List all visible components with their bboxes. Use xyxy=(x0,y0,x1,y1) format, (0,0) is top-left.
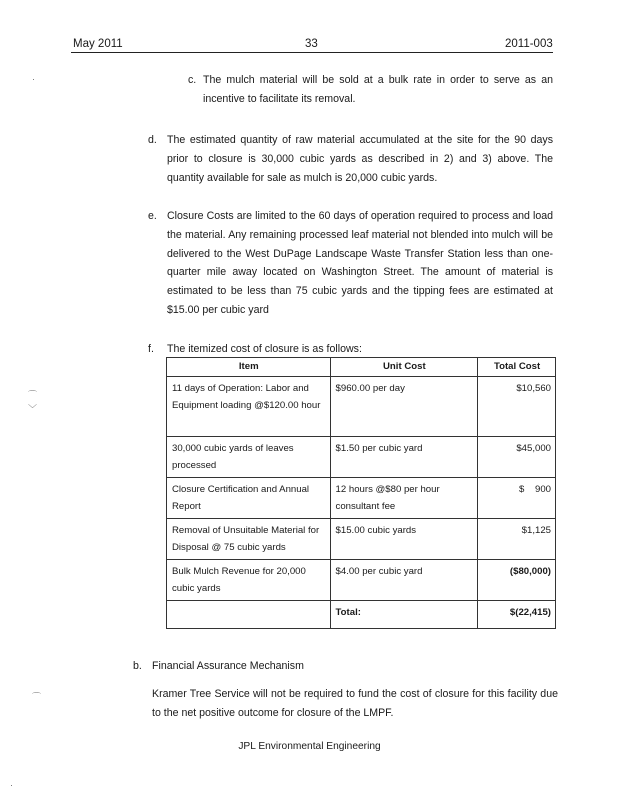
cell-item: 11 days of Operation: Labor and Equipment loading @$120.00 hour xyxy=(167,376,331,436)
table-row xyxy=(167,518,556,559)
table-row xyxy=(167,436,556,477)
total-label: Total: xyxy=(330,600,478,628)
header-date: May 2011 xyxy=(73,38,123,50)
cell-unit-cost: $4.00 per cubic yard xyxy=(330,559,478,600)
scan-speck: · xyxy=(10,780,13,790)
total-value: $(22,415) xyxy=(478,600,556,628)
closure-cost-table xyxy=(166,357,556,629)
table-row xyxy=(167,477,556,518)
column-header-total-cost: Total Cost xyxy=(478,358,556,377)
cell-item: Closure Certification and Annual Report xyxy=(167,477,331,518)
item-d-marker: d. xyxy=(148,134,157,146)
item-c-marker: c. xyxy=(188,74,197,86)
cell-item: 30,000 cubic yards of leaves processed xyxy=(167,436,331,477)
scan-speck: · xyxy=(32,74,35,84)
cell-item: Bulk Mulch Revenue for 20,000 cubic yards xyxy=(167,559,331,600)
cell-unit-cost: $15.00 cubic yards xyxy=(330,518,478,559)
header-rule xyxy=(71,52,553,53)
cell-total-cost: $45,000 xyxy=(478,436,556,477)
scan-speck: ⌒ xyxy=(28,390,38,400)
cell-total-cost: $1,125 xyxy=(478,518,556,559)
scan-speck: ⌒ xyxy=(32,692,42,702)
table-row xyxy=(167,376,556,436)
cell-item-empty xyxy=(167,600,331,628)
item-e-marker: e. xyxy=(148,210,157,222)
cell-unit-cost: $960.00 per day xyxy=(330,376,478,436)
item-f-text: The itemized cost of closure is as follows: xyxy=(167,343,362,355)
column-header-unit-cost: Unit Cost xyxy=(330,358,478,377)
item-d-text: The estimated quantity of raw material accumulated at the site for the 90 days prior to closure is 30,000 cubic yards as described in 2) and 3) above. The quantity available for sale as mulch is 20,000 cubic yards. xyxy=(167,134,553,184)
cell-unit-cost: 12 hours @$80 per hour consultant fee xyxy=(330,477,478,518)
cell-unit-cost: $1.50 per cubic yard xyxy=(330,436,478,477)
cell-total-cost: ($80,000) xyxy=(478,559,556,600)
column-header-item: Item xyxy=(167,358,331,377)
footer-company: JPL Environmental Engineering xyxy=(238,741,381,752)
scan-speck: ﹀ xyxy=(28,404,38,414)
table-total-row xyxy=(167,600,556,628)
cell-item: Removal of Unsuitable Material for Disposal @ 75 cubic yards xyxy=(167,518,331,559)
table-row xyxy=(167,559,556,600)
table-header-row xyxy=(167,358,556,377)
section-b-heading: Financial Assurance Mechanism xyxy=(152,660,304,672)
item-f-marker: f. xyxy=(148,343,154,355)
section-b-marker: b. xyxy=(133,660,142,672)
item-e-text: Closure Costs are limited to the 60 days of operation required to process and load the material. Any remaining processed leaf material not blended into mulch will be delivered to the West DuPage Landscape Waste Transfer Station less than one-quarter mile away located on Washington Street. The amount of material is estimated to be less than 75 cubic yards and the tipping fees are estimated at $15.00 per cubic yard xyxy=(167,210,553,316)
cell-total-cost: $10,560 xyxy=(478,376,556,436)
header-doc-id: 2011-003 xyxy=(505,38,553,50)
cell-total-cost: $ 900 xyxy=(478,477,556,518)
header-page-number: 33 xyxy=(305,38,318,50)
item-c-text: The mulch material will be sold at a bulk rate in order to serve as an incentive to facilitate its removal. xyxy=(203,74,553,105)
section-b-text: Kramer Tree Service will not be required to fund the cost of closure for this facility due to the net positive outcome for closure of the LMPF. xyxy=(152,688,558,719)
